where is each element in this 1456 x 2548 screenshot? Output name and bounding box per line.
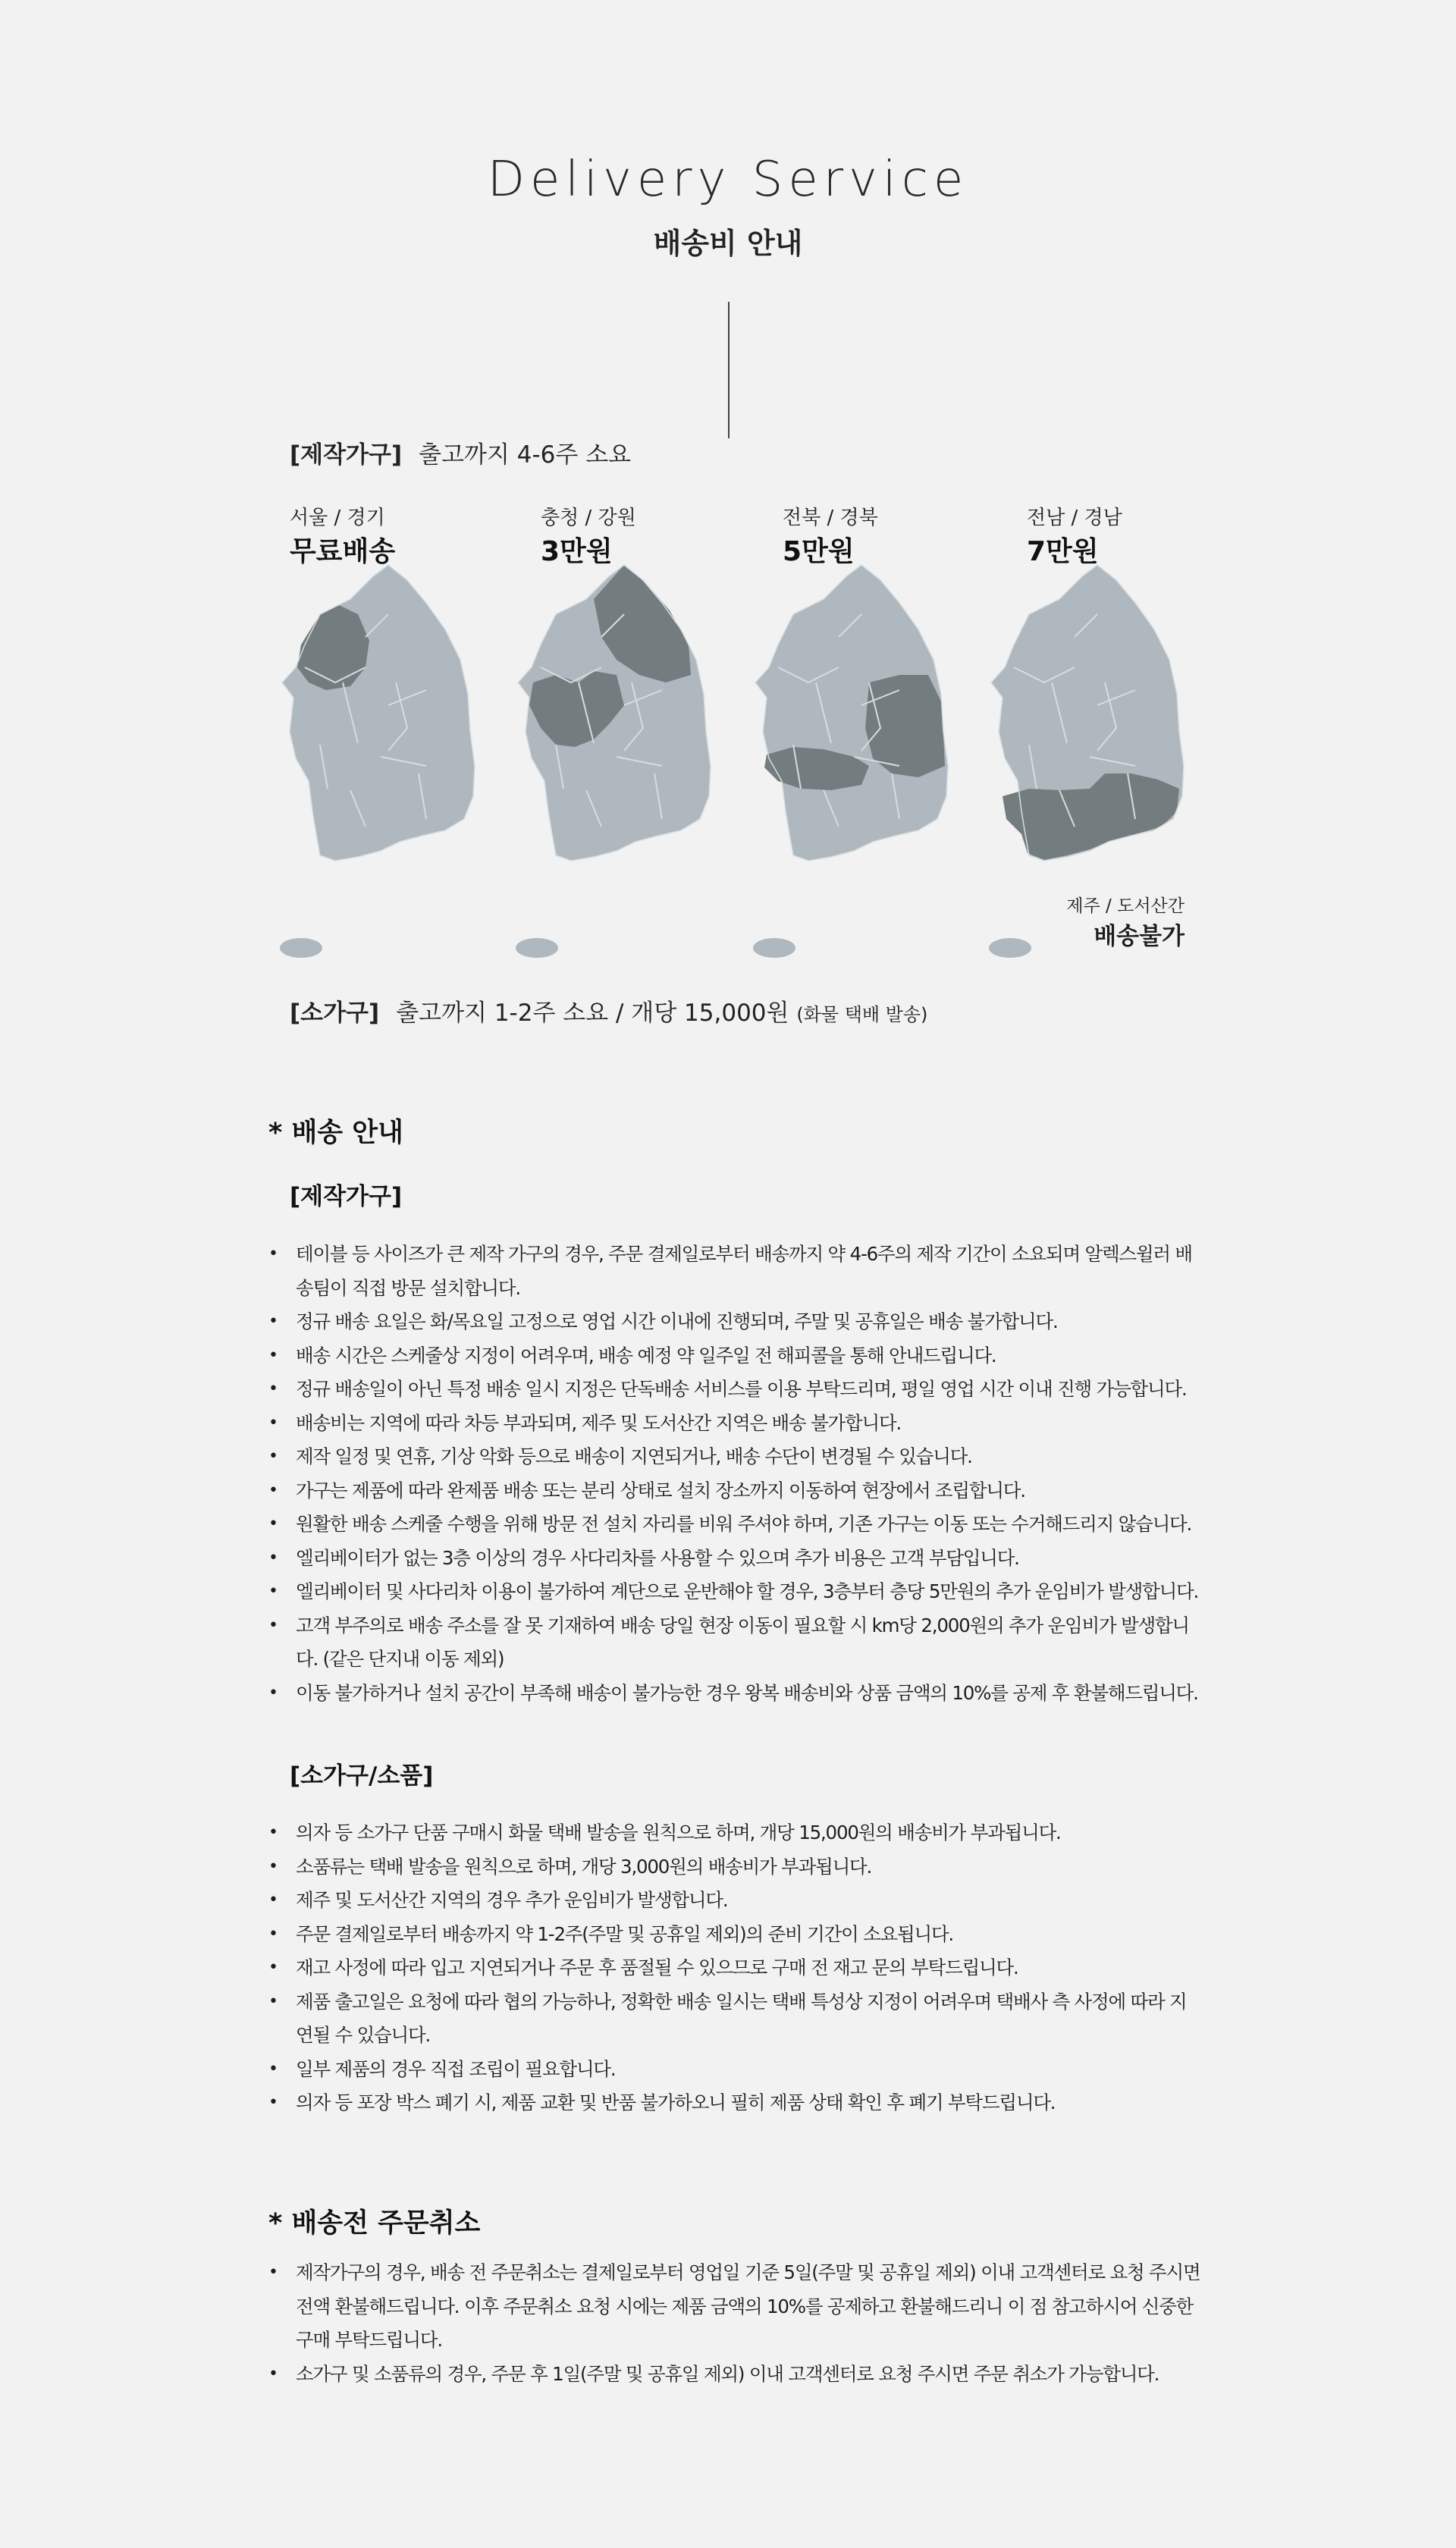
list-item: • 고객 부주의로 배송 주소를 잘 못 기재하여 배송 당일 현장 이동이 필요할 시 km당 2,000원의 추가 운임비가 발생합니다. (같은 단지내 이동 제외) [268, 1609, 1201, 1677]
asterisk-icon: * [268, 2208, 283, 2239]
region-price: 무료배송 [290, 536, 396, 567]
small-furniture-lead [290, 993, 927, 1028]
korea-map-chungcheong-gangwon [510, 554, 723, 978]
list-item: • 일부 제품의 경우 직접 조립이 필요합니다. [268, 2053, 1201, 2087]
list-item: • 소가구 및 소품류의 경우, 주문 후 1일(주말 및 공휴일 제외) 이내 고객센터로 요청 주시면 주문 취소가 가능합니다. [268, 2358, 1201, 2392]
region-price: 3만원 [541, 536, 613, 567]
cancellation-title-text: 배송전 주문취소 [291, 2208, 481, 2239]
region-name: 충청 / 강원 [541, 507, 636, 529]
list-item: • 정규 배송 요일은 화/목요일 고정으로 영업 시간 이내에 진행되며, 주말 및 공휴일은 배송 불가합니다. [268, 1305, 1201, 1339]
jeju-island [989, 938, 1031, 958]
jeju-label: 제주 / 도서산간 [1066, 896, 1185, 916]
region-name: 서울 / 경기 [290, 507, 385, 529]
list-item: • 제품 출고일은 요청에 따라 협의 가능하나, 정확한 배송 일시는 택배 특성상 지정이 어려우며 택배사 측 사정에 따라 지연될 수 있습니다. [268, 1985, 1201, 2053]
list-item: • 주문 결제일로부터 배송까지 약 1-2주(주말 및 공휴일 제외)의 준비 기간이 소요됩니다. [268, 1918, 1201, 1952]
jeju-island [280, 938, 322, 958]
mainland-shape [282, 565, 475, 861]
list-item: • 원활한 배송 스케줄 수행을 위해 방문 전 설치 자리를 비워 주셔야 하며, 기존 가구는 이동 또는 수거해드리지 않습니다. [268, 1508, 1201, 1542]
region-price: 7만원 [1027, 536, 1099, 567]
region-price: 5만원 [783, 536, 855, 567]
cancellation-title [268, 2202, 480, 2240]
region-name: 전남 / 경남 [1027, 507, 1122, 529]
divider-line [728, 302, 730, 438]
jeju-status: 배송불가 [1094, 923, 1185, 950]
custom-furniture-subtitle: [제작가구] [290, 1183, 403, 1210]
delivery-info-title [268, 1112, 403, 1150]
list-item: • 의자 등 포장 박스 폐기 시, 제품 교환 및 반품 불가하오니 필히 제품 상태 확인 후 폐기 부탁드립니다. [268, 2086, 1201, 2120]
list-item: • 엘리베이터 및 사다리차 이용이 불가하여 계단으로 운반해야 할 경우, 3층부터 층당 5만원의 추가 운임비가 발생합니다. [268, 1575, 1201, 1609]
custom-furniture-tag: [제작가구] [290, 441, 403, 469]
custom-furniture-lead [290, 435, 631, 469]
list-item: • 가구는 제품에 따라 완제품 배송 또는 분리 상태로 설치 장소까지 이동하여 현장에서 조립합니다. [268, 1474, 1201, 1508]
custom-furniture-leadtime: 출고까지 4-6주 소요 [419, 441, 632, 469]
list-item: • 제작가구의 경우, 배송 전 주문취소는 결제일로부터 영업일 기준 5일(주말 및 공휴일 제외) 이내 고객센터로 요청 주시면 전액 환불해드립니다. 이후 주문취소 요청 시에는 제품 금액의 10%를 공제하고 환불해드리니 이 점 참고하시어 신중한 구매 부탁드립니다. [268, 2256, 1201, 2358]
list-item: • 제작 일정 및 연휴, 기상 악화 등으로 배송이 지연되거나, 배송 수단이 변경될 수 있습니다. [268, 1440, 1201, 1474]
list-item: • 제주 및 도서산간 지역의 경우 추가 운임비가 발생합니다. [268, 1884, 1201, 1918]
cancellation-list [268, 2256, 1201, 2391]
page-title-en: Delivery Service [487, 152, 969, 208]
region-name: 전북 / 경북 [783, 507, 878, 529]
list-item: • 정규 배송일이 아닌 특정 배송 일시 지정은 단독배송 서비스를 이용 부탁드리며, 평일 영업 시간 이내 진행 가능합니다. [268, 1373, 1201, 1407]
jeju-island [516, 938, 558, 958]
korea-map-jeonbuk-gyeongbuk [748, 554, 960, 978]
list-item: • 재고 사정에 따라 입고 지연되거나 주문 후 품절될 수 있으므로 구매 전 재고 문의 부탁드립니다. [268, 1951, 1201, 1985]
list-item: • 배송 시간은 스케줄상 지정이 어려우며, 배송 예정 약 일주일 전 해피콜을 통해 안내드립니다. [268, 1339, 1201, 1373]
small-furniture-list [268, 1816, 1201, 2120]
list-item: • 테이블 등 사이즈가 큰 제작 가구의 경우, 주문 결제일로부터 배송까지 약 4-6주의 제작 기간이 소요되며 알렉스윌러 배송팀이 직접 방문 설치합니다. [268, 1238, 1201, 1305]
small-furniture-subtitle: [소가구/소품] [290, 1762, 434, 1790]
list-item: • 엘리베이터가 없는 3층 이상의 경우 사다리차를 사용할 수 있으며 추가 비용은 고객 부담입니다. [268, 1542, 1201, 1576]
small-furniture-tag: [소가구] [290, 999, 380, 1027]
small-furniture-note: (화물 택배 발송) [796, 1004, 928, 1025]
jeju-note [1066, 892, 1185, 951]
small-furniture-leadtime: 출고까지 1-2주 소요 / 개당 15,000원 [396, 999, 789, 1027]
jeju-island [753, 938, 795, 958]
asterisk-icon: * [268, 1118, 283, 1148]
page-title-ko: 배송비 안내 [653, 227, 803, 260]
list-item: • 의자 등 소가구 단품 구매시 화물 택배 발송을 원칙으로 하며, 개당 15,000원의 배송비가 부과됩니다. [268, 1816, 1201, 1850]
list-item: • 배송비는 지역에 따라 차등 부과되며, 제주 및 도서산간 지역은 배송 불가합니다. [268, 1407, 1201, 1441]
korea-map-seoul-gyeonggi [275, 554, 487, 978]
list-item: • 이동 불가하거나 설치 공간이 부족해 배송이 불가능한 경우 왕복 배송비와 상품 금액의 10%를 공제 후 환불해드립니다. [268, 1677, 1201, 1711]
delivery-info-title-text: 배송 안내 [291, 1118, 403, 1148]
list-item: • 소품류는 택배 발송을 원칙으로 하며, 개당 3,000원의 배송비가 부과됩니다. [268, 1850, 1201, 1884]
custom-furniture-list [268, 1238, 1201, 1710]
